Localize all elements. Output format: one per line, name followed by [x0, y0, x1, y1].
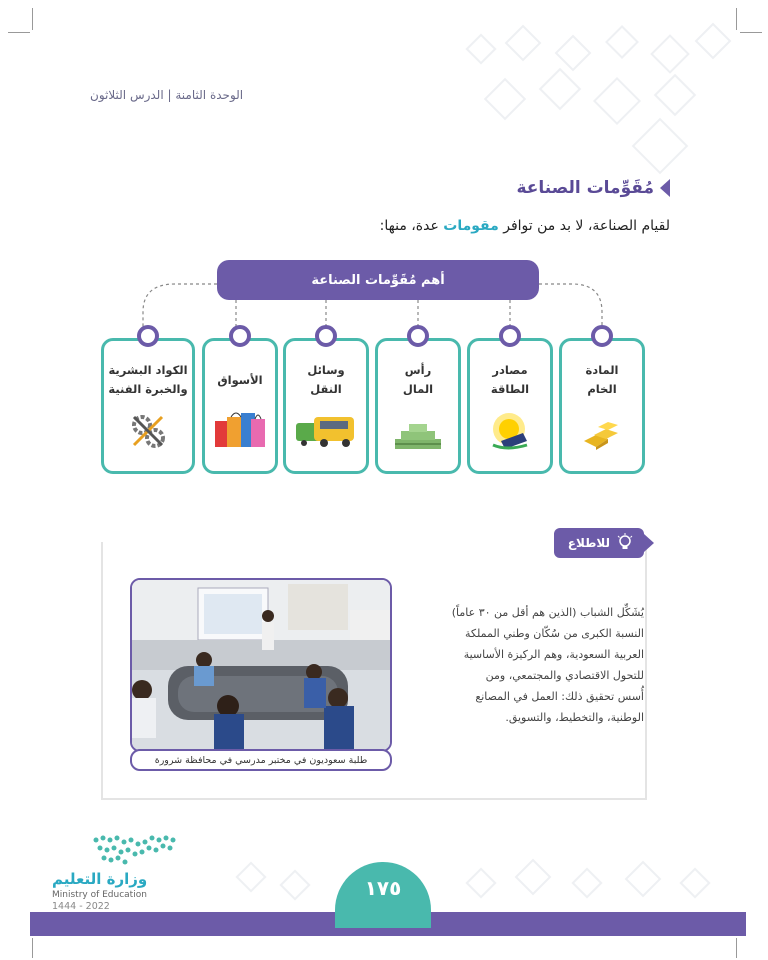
- factor-card-capital: [375, 338, 461, 474]
- paragraph-line: أُسس تحقيق ذلك: العمل في المصانع: [475, 690, 644, 703]
- ministry-name-ar: وزارة التعليم: [52, 870, 148, 888]
- connector-node: [315, 325, 337, 347]
- solar-energy-icon: [487, 411, 533, 455]
- diagram-banner: أهم مُقَوِّمات الصناعة: [217, 260, 539, 300]
- chevron-icon: [660, 179, 670, 197]
- money-stack-icon: [393, 421, 443, 455]
- lightbulb-icon: [616, 533, 634, 554]
- paragraph-line: للتحول الاقتصادي والمجتمعي، ومن: [485, 669, 644, 682]
- header-separator: |: [167, 88, 172, 102]
- intro-highlight: مقومات: [443, 218, 499, 234]
- paragraph-line: النسبة الكبرى من سُكّان وطني المملكة: [464, 627, 644, 640]
- connector-node: [499, 325, 521, 347]
- intro-sentence: [380, 218, 670, 234]
- info-tag: [554, 528, 644, 558]
- card-label: الكواد البشرية والخبرة الفنية: [108, 363, 188, 396]
- card-label: مصادر الطاقة: [490, 363, 530, 396]
- factor-card-energy: [467, 338, 553, 474]
- bus-icon: [294, 411, 358, 455]
- crop-mark: [736, 938, 737, 958]
- page-number: ١٧٥: [335, 862, 431, 928]
- crop-mark: [32, 938, 33, 958]
- connector-node: [407, 325, 429, 347]
- running-header: [90, 88, 243, 102]
- shopping-bags-icon: [211, 407, 269, 455]
- crop-mark: [32, 8, 33, 30]
- connector-node: [591, 325, 613, 347]
- ministry-logo: [52, 832, 222, 912]
- card-label: المادة الخام: [585, 363, 619, 396]
- gold-bars-icon: [580, 417, 624, 455]
- factor-card-expertise: [101, 338, 195, 474]
- crop-mark: [740, 32, 762, 33]
- connector-node: [229, 325, 251, 347]
- ministry-name-en: Ministry of Education: [52, 890, 147, 900]
- crop-mark: [736, 8, 737, 30]
- factor-card-markets: [202, 338, 278, 474]
- paragraph-line: الوطنية، والتخطيط، والتسويق.: [505, 711, 644, 724]
- intro-text-end: عدة، منها:: [379, 218, 444, 234]
- paragraph-line: يُشَكِّل الشباب (الذين هم أقل من ٣٠ عاماً): [451, 606, 644, 619]
- card-label: وسائل النقل: [307, 363, 345, 396]
- section-title: مُقَوِّمات الصناعة: [516, 178, 654, 198]
- intro-text: لقيام الصناعة، لا بد من توافر: [498, 218, 670, 234]
- classroom-photo: [130, 578, 392, 752]
- section-heading: [516, 178, 670, 198]
- paragraph-line: العربية السعودية، وهم الركيزة الأساسية: [463, 648, 644, 661]
- card-label: الأسواق: [217, 373, 263, 387]
- card-label: رأس المال: [402, 363, 434, 396]
- edition-year: 2022 - 1444: [52, 901, 110, 912]
- factor-card-raw-materials: [559, 338, 645, 474]
- lesson-title: الدرس الثلاثون: [90, 88, 164, 102]
- photo-caption: طلبة سعوديون في مختبر مدرسي في محافظة شرورة: [130, 749, 392, 771]
- crop-mark: [8, 32, 30, 33]
- ministry-emblem-icon: [92, 832, 182, 866]
- gears-tools-icon: [128, 411, 168, 455]
- unit-title: الوحدة الثامنة: [175, 88, 244, 102]
- connector-node: [137, 325, 159, 347]
- info-tag-label: للاطلاع: [567, 536, 610, 550]
- factor-card-transport: [283, 338, 369, 474]
- info-paragraph: [434, 602, 644, 728]
